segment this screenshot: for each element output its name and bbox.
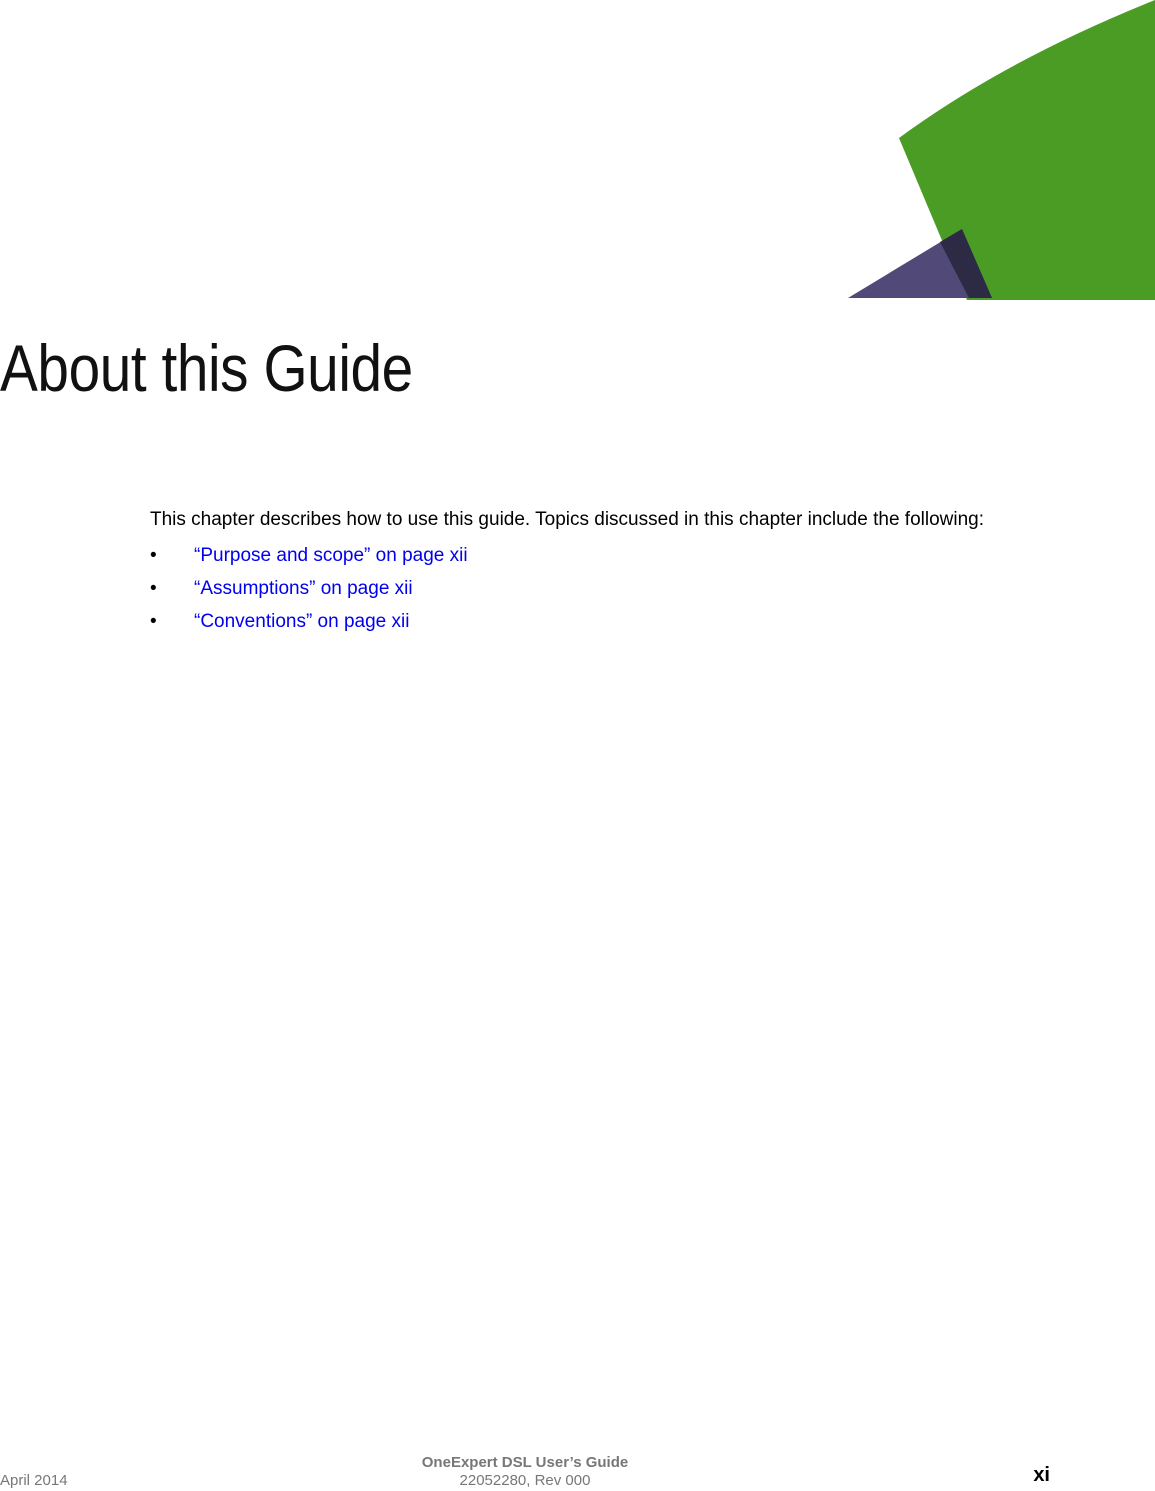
bullet-icon: • bbox=[150, 578, 157, 599]
footer-date: April 2014 bbox=[0, 1472, 68, 1489]
bullet-icon: • bbox=[150, 611, 157, 632]
footer-doc-number: 22052280, Rev 000 bbox=[459, 1472, 591, 1489]
page-footer bbox=[0, 1450, 1155, 1491]
chapter-banner-graphic bbox=[0, 0, 1155, 300]
bullet-icon: • bbox=[150, 545, 157, 566]
conventions-link[interactable]: “Conventions” on page xii bbox=[194, 611, 410, 632]
chapter-title: About this Guide bbox=[0, 331, 413, 405]
footer-guide-title: OneExpert DSL User’s Guide bbox=[421, 1454, 629, 1471]
assumptions-link[interactable]: “Assumptions” on page xii bbox=[194, 578, 413, 599]
page-number: xi bbox=[1033, 1464, 1050, 1486]
intro-paragraph: This chapter describes how to use this guide. Topics discussed in this chapter include the following: bbox=[150, 509, 984, 530]
purpose-and-scope-link[interactable]: “Purpose and scope” on page xii bbox=[194, 545, 468, 566]
